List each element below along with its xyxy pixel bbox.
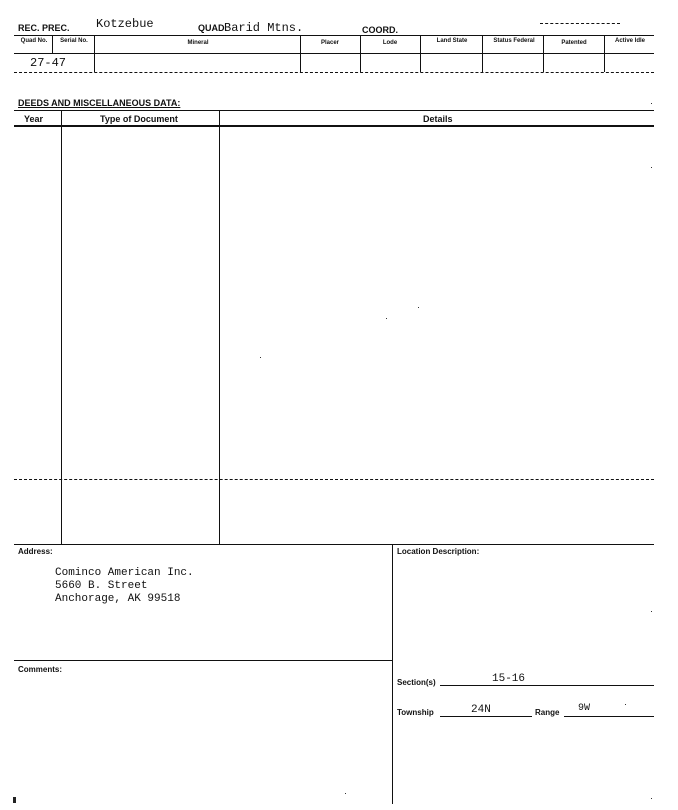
col-mineral: Mineral [187, 40, 209, 46]
divider [543, 36, 544, 72]
scan-speck [345, 793, 346, 794]
col-status-federal: Status Federal [493, 38, 535, 44]
scan-speck [386, 318, 387, 319]
quad-no-value: 27-47 [30, 56, 67, 70]
header-col-rule [14, 53, 654, 54]
scan-mark [13, 797, 16, 803]
township-label: Township [397, 708, 434, 717]
scan-speck [625, 704, 626, 705]
divider [482, 36, 483, 72]
col-details: Details [423, 114, 453, 124]
col-placer: Placer [320, 40, 339, 46]
scan-speck [260, 357, 261, 358]
coord-dash-line [540, 23, 620, 24]
sections-value: 15-16 [492, 673, 526, 685]
col-type-of-document: Type of Document [100, 114, 178, 124]
range-label: Range [535, 708, 560, 717]
lower-center-divider [392, 544, 393, 804]
quad-value: Barid Mtns. [224, 21, 304, 35]
deeds-bottom-rule [14, 544, 654, 545]
rec-prec-label: REC. PREC. [18, 23, 70, 33]
col-land-state: Land State [436, 38, 468, 44]
divider [360, 36, 361, 72]
col-serial-no: Serial No. [60, 38, 88, 44]
address-line-1: Cominco American Inc. [55, 567, 194, 579]
divider [52, 36, 53, 53]
deeds-dashed-rule [14, 479, 654, 480]
col-quad-no: Quad No. [20, 38, 48, 44]
range-value: 9W [578, 703, 591, 714]
scan-speck [651, 798, 652, 799]
scan-speck [651, 611, 652, 612]
comments-label: Comments: [18, 665, 63, 674]
divider [420, 36, 421, 72]
header-bottom-rule [14, 72, 654, 73]
scan-speck [651, 167, 652, 168]
address-label: Address: [18, 547, 53, 556]
location-description-label: Location Description: [397, 547, 480, 556]
col-patented: Patented [561, 40, 587, 46]
rec-prec-value: Kotzebue [96, 17, 154, 31]
sections-underline [440, 685, 654, 686]
deeds-title: DEEDS AND MISCELLANEOUS DATA: [18, 98, 181, 108]
scan-speck [418, 307, 419, 308]
divider [604, 36, 605, 72]
range-underline [564, 716, 654, 717]
address-line-2: 5660 B. Street [55, 580, 148, 592]
comments-top-rule [14, 660, 392, 661]
deeds-top-rule [14, 110, 654, 111]
township-underline [440, 716, 532, 717]
township-value: 24N [471, 704, 491, 716]
divider [300, 36, 301, 72]
divider [94, 36, 95, 72]
header-top-rule [14, 35, 654, 36]
col-lode: Lode [382, 40, 398, 46]
address-line-3: Anchorage, AK 99518 [55, 593, 181, 605]
quad-label: QUAD. [198, 23, 227, 33]
col-year: Year [24, 114, 44, 124]
col-active-idle: Active Idle [614, 38, 645, 44]
coord-label: COORD. [362, 25, 398, 35]
deeds-header-rule [14, 125, 654, 127]
scan-speck [651, 103, 652, 104]
sections-label: Section(s) [397, 678, 436, 687]
